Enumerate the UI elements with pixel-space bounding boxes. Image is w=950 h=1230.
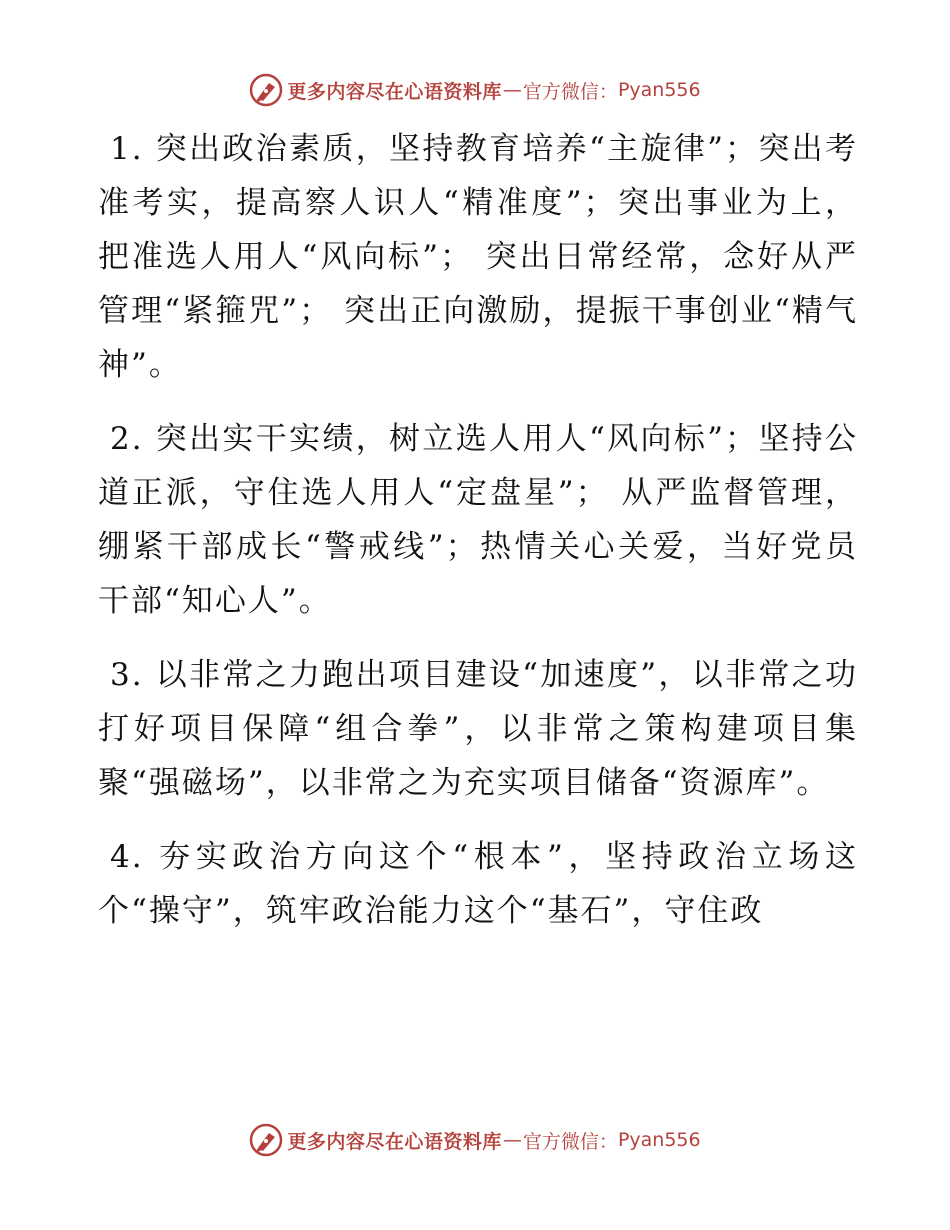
footer-wechat-id: Pyan556	[617, 1129, 701, 1151]
header-watermark-banner	[0, 70, 950, 110]
paragraph-4: 4. 夯实政治方向这个“根本”，坚持政治立场这个“操守”，筑牢政治能力这个“基石”，守住政	[98, 839, 858, 929]
footer-brand-text: 更多内容尽在心语资料库	[287, 1130, 502, 1153]
header-wechat-id: Pyan556	[617, 79, 701, 101]
footer-watermark-banner	[0, 1120, 950, 1160]
paragraph-3: 3. 以非常之力跑出项目建设“加速度”，以非常之功打好项目保障“组合拳”，以非常之策构建项目集聚“强磁场”，以非常之为充实项目储备“资源库”。	[98, 657, 858, 801]
document-body	[98, 122, 858, 958]
header-brand-text: 更多内容尽在心语资料库	[287, 80, 502, 103]
header-wechat-label: 官方微信：	[522, 80, 618, 103]
footer-separator: —	[502, 1129, 522, 1151]
pen-nib-icon	[249, 73, 283, 107]
header-separator: —	[502, 79, 522, 101]
pen-nib-icon	[249, 1123, 283, 1157]
footer-wechat-label: 官方微信：	[522, 1130, 618, 1153]
paragraph-1: 1. 突出政治素质，坚持教育培养“主旋律”；突出考准考实，提高察人识人“精准度”；突出事业为上，把准选人用人“风向标”； 突出日常经常，念好从严管理“紧箍咒”； 突出正向激励，提振干事创业“精气神”。	[98, 131, 858, 383]
paragraph-2: 2. 突出实干实绩，树立选人用人“风向标”；坚持公道正派，守住选人用人“定盘星”； 从严监督管理，绷紧干部成长“警戒线”；热情关心关爱，当好党员干部“知心人”。	[98, 421, 858, 619]
